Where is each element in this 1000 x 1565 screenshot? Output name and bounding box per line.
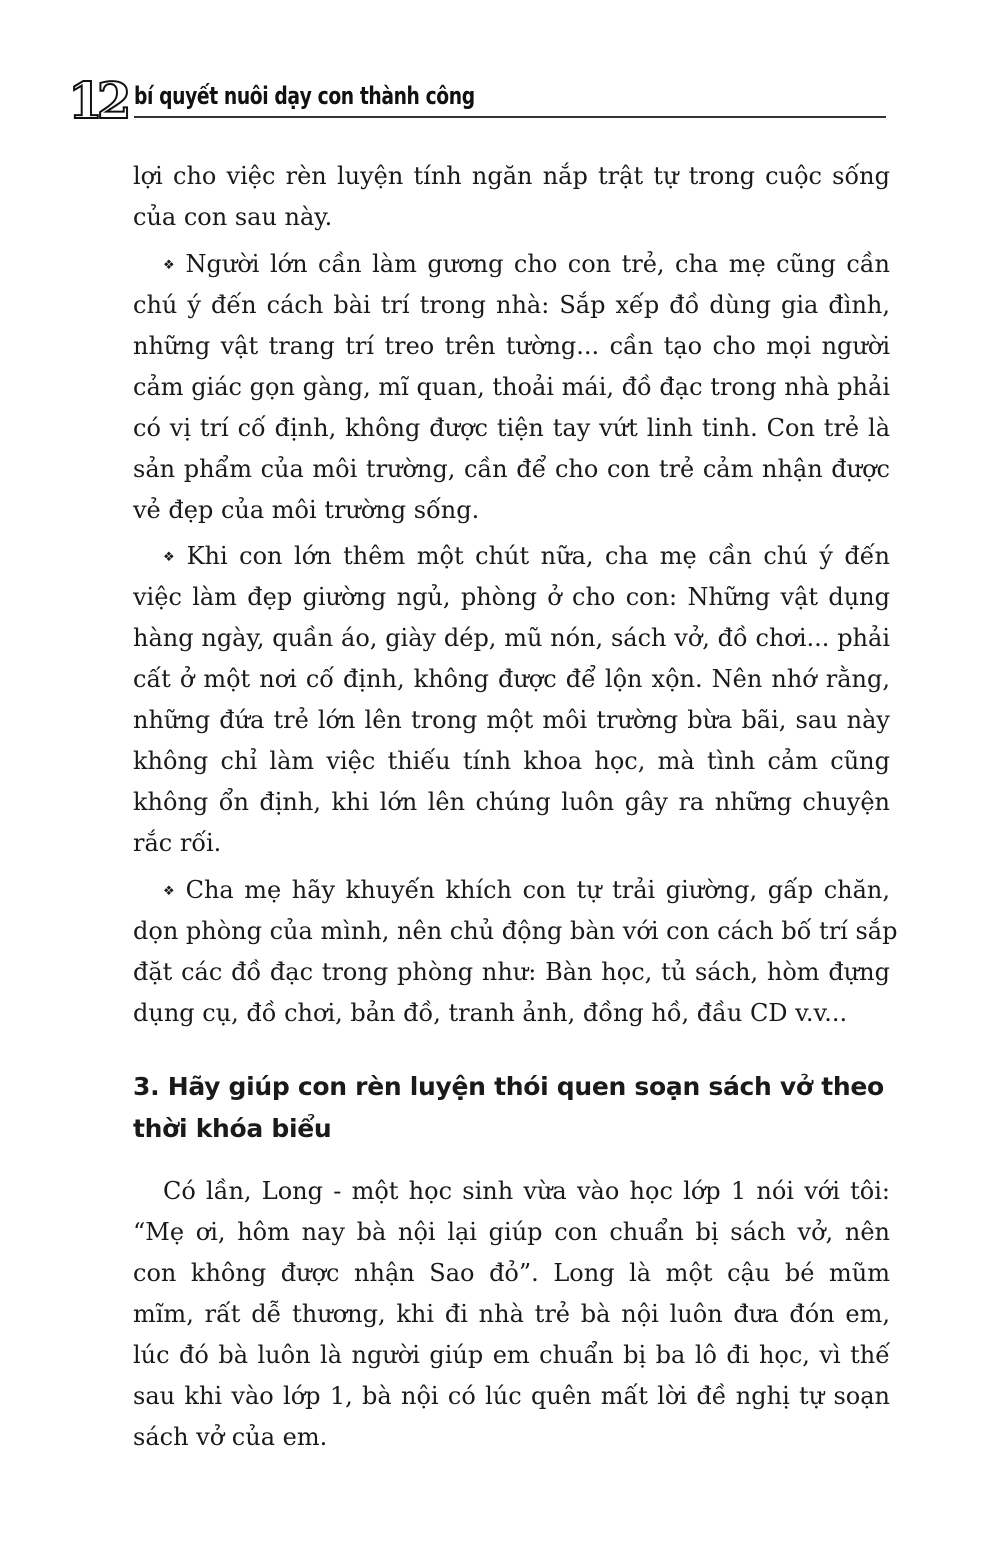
- text-line-content: Khi con lớn thêm một chút nữa, cha mẹ cần chú ý đến: [186, 542, 891, 570]
- text-line-content: dụng cụ, đồ chơi, bản đồ, tranh ảnh, đồng hồ, đầu CD v.v...: [133, 999, 848, 1027]
- text-line: [133, 577, 890, 618]
- text-line-content: Cha mẹ hãy khuyến khích con tự trải giường, gấp chăn,: [185, 876, 890, 904]
- text-line-content: có vị trí cố định, không được tiện tay vứt linh tinh. Con trẻ là: [133, 414, 890, 442]
- text-line: [133, 993, 890, 1034]
- bullet-icon: ❖: [163, 258, 178, 273]
- text-line: [133, 700, 890, 741]
- text-line: [133, 244, 890, 285]
- heading-line: thời khóa biểu: [133, 1114, 332, 1143]
- text-line: sau khi vào lớp 1, bà nội có lúc quên mất lời đề nghị tự soạn: [133, 1382, 890, 1410]
- paragraph: [133, 536, 890, 864]
- bullet-icon: ❖: [163, 550, 179, 565]
- text-line: “Mẹ ơi, hôm nay bà nội lại giúp con chuẩn bị sách vở, nên: [133, 1218, 890, 1246]
- text-line: [133, 782, 890, 823]
- header-rule: [134, 116, 886, 118]
- text-line-content: cất ở một nơi cố định, không được để lộn xộn. Nên nhớ rằng,: [133, 665, 890, 693]
- text-line-content: Người lớn cần làm gương cho con trẻ, cha mẹ cũng cần: [185, 250, 890, 278]
- text-line: [133, 449, 890, 490]
- text-line-content: hàng ngày, quần áo, giày dép, mũ nón, sách vở, đồ chơi... phải: [133, 624, 890, 652]
- text-line-content: vẻ đẹp của môi trường sống.: [133, 496, 480, 524]
- text-line: [133, 952, 890, 993]
- text-line: mĩm, rất dễ thương, khi đi nhà trẻ bà nội luôn đưa đón em,: [133, 1300, 890, 1328]
- text-line-content: sản phẩm của môi trường, cần để cho con trẻ cảm nhận được: [133, 455, 890, 483]
- paragraph: [133, 244, 890, 531]
- text-line-content: rắc rối.: [133, 829, 222, 857]
- text-line: [133, 285, 890, 326]
- text-line: [133, 618, 890, 659]
- text-line: sách vở của em.: [133, 1423, 328, 1451]
- text-line-content: chú ý đến cách bài trí trong nhà: Sắp xếp đồ dùng gia đình,: [133, 291, 890, 319]
- text-line-content: không chỉ làm việc thiếu tính khoa học, mà tình cảm cũng: [133, 747, 890, 775]
- running-title: bí quyết nuôi dạy con thành công: [134, 82, 475, 110]
- text-line: [133, 659, 890, 700]
- text-line: [133, 741, 890, 782]
- text-line: lúc đó bà luôn là người giúp em chuẩn bị ba lô đi học, vì thế: [133, 1341, 890, 1369]
- text-line: [133, 197, 890, 238]
- text-line: [133, 367, 890, 408]
- text-line: [133, 911, 898, 952]
- text-line: [133, 536, 890, 577]
- bullet-icon: ❖: [163, 884, 178, 899]
- text-line-content: việc làm đẹp giường ngủ, phòng ở cho con: Những vật dụng: [133, 583, 890, 611]
- text-line-content: những đứa trẻ lớn lên trong một môi trường bừa bãi, sau này: [133, 706, 890, 734]
- text-line-content: những vật trang trí treo trên tường... cần tạo cho mọi người: [133, 332, 890, 360]
- text-line: [133, 490, 890, 531]
- text-line-content: không ổn định, khi lớn lên chúng luôn gây ra những chuyện: [133, 788, 890, 816]
- text-line-content: đặt các đồ đạc trong phòng như: Bàn học, tủ sách, hòm đựng: [133, 958, 890, 986]
- heading-line: 3. Hãy giúp con rèn luyện thói quen soạn sách vở theo: [133, 1072, 884, 1101]
- section-heading: [133, 1066, 893, 1150]
- text-line-content: dọn phòng của mình, nên chủ động bàn với con cách bố trí sắp: [133, 917, 898, 945]
- paragraph: [133, 156, 890, 238]
- text-line: [133, 156, 890, 197]
- text-line: con không được nhận Sao đỏ”. Long là một cậu bé mũm: [133, 1259, 890, 1287]
- section-paragraph: [133, 1171, 890, 1458]
- text-line: [133, 408, 890, 449]
- text-line-content: cảm giác gọn gàng, mĩ quan, thoải mái, đồ đạc trong nhà phải: [133, 373, 890, 401]
- text-line: [133, 870, 890, 911]
- text-line: Có lần, Long - một học sinh vừa vào học lớp 1 nói với tôi:: [163, 1177, 890, 1205]
- text-line-content: lợi cho việc rèn luyện tính ngăn nắp trật tự trong cuộc sống: [133, 162, 890, 190]
- text-line: [133, 326, 890, 367]
- text-line: [133, 823, 890, 864]
- paragraph: [133, 870, 898, 1034]
- text-line-content: của con sau này.: [133, 203, 333, 231]
- page-number: 12: [68, 71, 126, 130]
